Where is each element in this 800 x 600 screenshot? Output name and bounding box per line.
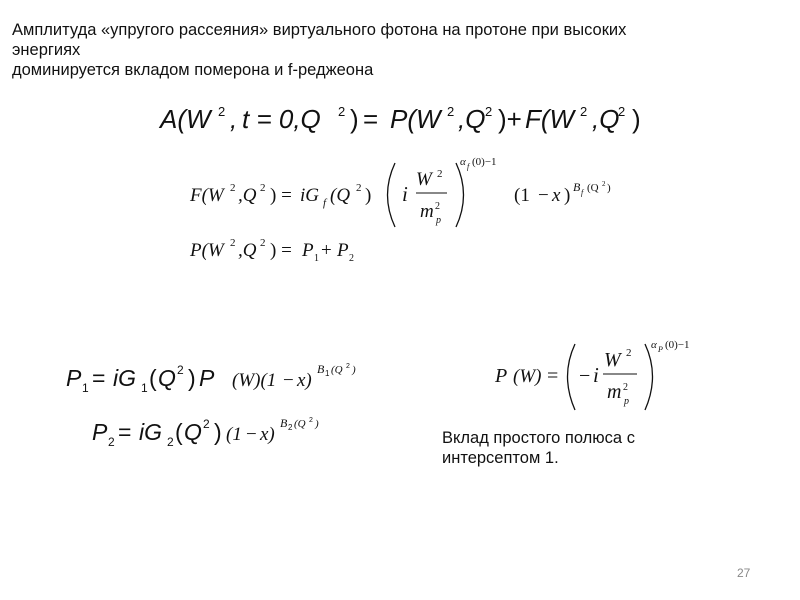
- svg-text:Q: Q: [184, 419, 202, 445]
- svg-text:W: W: [604, 349, 621, 371]
- simple-pole-note: [442, 428, 635, 468]
- svg-text:=: =: [547, 365, 559, 387]
- svg-text:): ): [352, 364, 356, 376]
- svg-text:p: p: [436, 215, 441, 226]
- svg-text:(Q: (Q: [294, 418, 306, 430]
- svg-text:,: ,: [230, 104, 238, 134]
- svg-text:x): x): [297, 370, 312, 391]
- svg-text:2: 2: [260, 182, 266, 194]
- svg-text:): ): [350, 104, 359, 134]
- svg-text:(1: (1: [514, 185, 530, 206]
- svg-text:iG: iG: [300, 185, 319, 206]
- svg-text:2: 2: [177, 363, 184, 377]
- svg-text:2: 2: [356, 182, 362, 194]
- svg-text:=: =: [92, 365, 106, 391]
- svg-text:W: W: [416, 169, 432, 190]
- svg-text:2: 2: [623, 382, 628, 393]
- svg-text:2: 2: [167, 435, 174, 449]
- title-line-2: энергиях: [12, 41, 81, 59]
- svg-text:=: =: [363, 104, 379, 134]
- svg-text:B: B: [280, 416, 288, 430]
- equation-simple-pole-graphic: [495, 338, 715, 418]
- svg-text:2: 2: [435, 201, 440, 212]
- equation-p2-graphic: [92, 410, 372, 450]
- equation-f-reggeon: [190, 155, 650, 235]
- svg-text:)+: )+: [498, 104, 522, 134]
- note-line-2: интерсептом 1.: [442, 449, 559, 467]
- svg-text:2: 2: [230, 182, 236, 194]
- svg-text:−: −: [538, 185, 549, 206]
- svg-text:2: 2: [203, 417, 210, 431]
- equation-pomeron-sum-graphic: [190, 234, 390, 266]
- svg-text:(Q: (Q: [587, 182, 599, 194]
- svg-text:iG: iG: [139, 419, 162, 445]
- svg-text:α: α: [460, 156, 466, 168]
- svg-text:2: 2: [447, 104, 455, 119]
- slide-title: [12, 20, 782, 80]
- svg-text:(1: (1: [226, 424, 242, 445]
- note-line-1: Вклад простого полюса с: [442, 429, 635, 447]
- svg-text:F(W: F(W: [525, 104, 575, 134]
- svg-text:Q: Q: [158, 365, 176, 391]
- svg-text:2: 2: [338, 104, 346, 119]
- equation-f-reggeon-graphic: [190, 155, 650, 235]
- svg-text:2: 2: [437, 168, 443, 180]
- svg-text:P(W: P(W: [390, 104, 441, 134]
- svg-text:x): x): [260, 424, 275, 445]
- svg-text:(Q: (Q: [330, 185, 351, 206]
- svg-text:2: 2: [288, 423, 293, 432]
- svg-text:2: 2: [260, 237, 266, 249]
- svg-text:t = 0,Q: t = 0,Q: [242, 104, 321, 134]
- slide-number: 27: [737, 566, 751, 580]
- svg-text:f: f: [467, 162, 470, 171]
- svg-text:B: B: [573, 180, 581, 194]
- title-line-3: доминируется вкладом померона и f-реджеона: [12, 61, 374, 79]
- svg-text:2: 2: [218, 104, 226, 119]
- equation-p1-graphic: [66, 356, 386, 396]
- svg-text:2: 2: [309, 417, 313, 424]
- svg-text:(: (: [175, 419, 183, 445]
- svg-text:−: −: [246, 424, 257, 445]
- svg-text:−: −: [579, 365, 591, 387]
- svg-text:m: m: [607, 381, 622, 403]
- svg-text:(Q: (Q: [331, 364, 343, 376]
- svg-text:x: x: [552, 185, 561, 206]
- svg-text:,Q: ,Q: [458, 104, 486, 134]
- svg-text:P: P: [66, 365, 82, 391]
- equation-simple-pole: [495, 338, 715, 418]
- svg-text:): ): [607, 182, 611, 194]
- svg-text:2: 2: [346, 363, 350, 370]
- svg-text:P: P: [658, 345, 663, 354]
- svg-text:): ): [188, 365, 196, 391]
- svg-text:i: i: [402, 182, 408, 206]
- equation-amplitude: [160, 100, 641, 140]
- svg-text:2: 2: [485, 104, 493, 119]
- equation-p2: [92, 410, 372, 450]
- svg-text:) =: ) =: [270, 240, 292, 261]
- svg-text:=: =: [118, 419, 132, 445]
- svg-text:f: f: [323, 197, 327, 209]
- svg-text:−: −: [283, 370, 294, 391]
- svg-text:P: P: [302, 240, 314, 261]
- svg-text:,Q: ,Q: [592, 104, 620, 134]
- svg-text:P: P: [199, 365, 215, 391]
- svg-text:F(W: F(W: [190, 185, 224, 206]
- svg-text:i: i: [593, 363, 599, 387]
- svg-text:+: +: [321, 240, 332, 261]
- equation-amplitude-graphic: [160, 100, 641, 140]
- svg-text:α: α: [651, 339, 657, 351]
- svg-text:): ): [315, 418, 319, 430]
- svg-text:2: 2: [626, 347, 632, 359]
- svg-text:1: 1: [141, 381, 148, 395]
- svg-text:P: P: [92, 419, 108, 445]
- svg-text:(0)−1: (0)−1: [665, 339, 690, 351]
- svg-text:(W)(1: (W)(1: [232, 370, 277, 391]
- title-line-1: Амплитуда «упругого рассеяния» виртуального фотона на протоне при высоких: [12, 21, 627, 39]
- svg-text:P(W: P(W: [190, 240, 224, 261]
- equation-pomeron-sum: [190, 234, 390, 266]
- svg-text:1: 1: [82, 381, 89, 395]
- svg-text:P: P: [495, 365, 508, 387]
- svg-text:m: m: [420, 201, 434, 222]
- svg-text:2: 2: [230, 237, 236, 249]
- svg-text:P: P: [337, 240, 349, 261]
- svg-text:1: 1: [314, 253, 319, 264]
- svg-text:2: 2: [602, 180, 606, 188]
- equation-p1: [66, 356, 386, 396]
- svg-text:(0)−1: (0)−1: [472, 156, 497, 168]
- svg-text:,Q: ,Q: [238, 185, 257, 206]
- svg-text:iG: iG: [113, 365, 136, 391]
- svg-text:B: B: [317, 362, 325, 376]
- svg-text:) =: ) =: [270, 185, 292, 206]
- svg-text:2: 2: [618, 104, 626, 119]
- svg-text:): ): [365, 185, 372, 206]
- svg-text:f: f: [581, 188, 584, 197]
- svg-text:1: 1: [325, 369, 330, 378]
- svg-text:(: (: [149, 365, 157, 391]
- svg-text:): ): [632, 104, 641, 134]
- svg-text:,Q: ,Q: [238, 240, 257, 261]
- svg-text:): ): [214, 419, 222, 445]
- svg-text:A(W: A(W: [160, 104, 211, 134]
- svg-text:2: 2: [349, 253, 354, 264]
- svg-text:(W): (W): [513, 366, 542, 387]
- svg-text:2: 2: [108, 435, 115, 449]
- svg-text:): ): [564, 185, 571, 206]
- svg-text:2: 2: [580, 104, 588, 119]
- svg-text:p: p: [624, 396, 629, 407]
